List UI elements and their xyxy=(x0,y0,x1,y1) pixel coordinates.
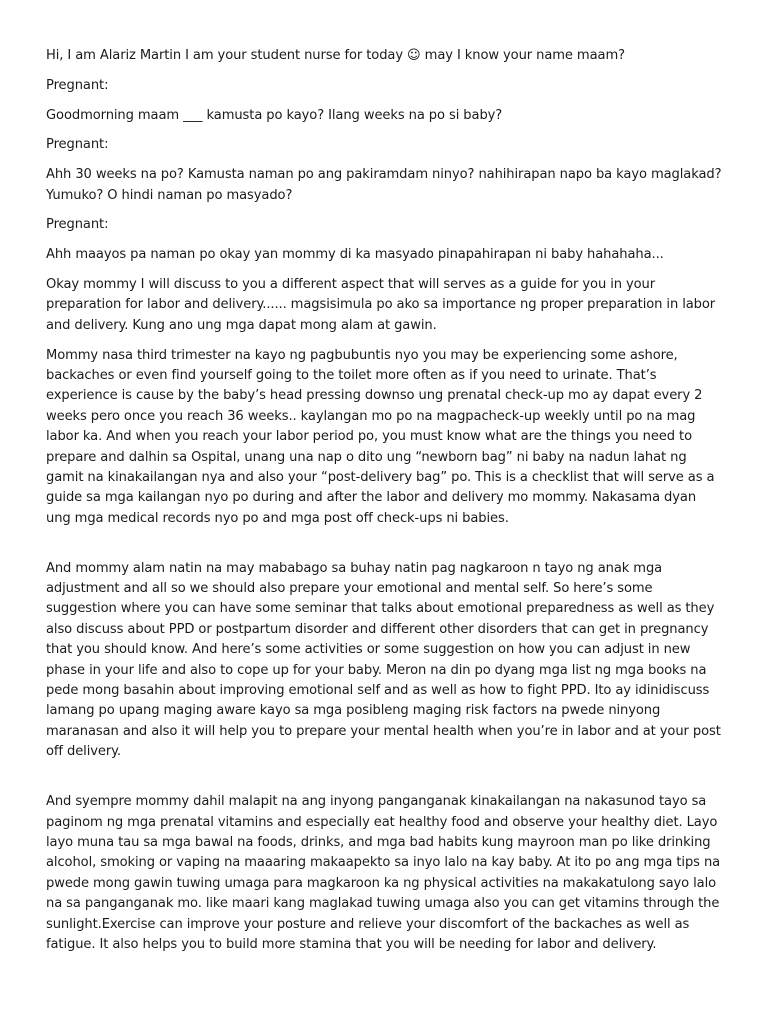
paragraph-pregnant-reply-1: Pregnant: xyxy=(46,77,109,93)
paragraph-ask-weeks: Goodmorning maam ___ kamusta po kayo? Ilang weeks na po si baby? xyxy=(46,107,503,123)
paragraph-pregnant-reply-3: Pregnant: xyxy=(46,217,109,233)
spacer xyxy=(46,772,724,792)
paragraph-nutrition-exercise: And syempre mommy dahil malapit na ang inyong panganganak kinakailangan na nakasunod tayo sa paginom ng mga prenatal vitamins and especially eat healthy food and observe your healthy diet. Layo layo muna tau sa mga bawal na foods, drinks, and mga bad habits kung mayroon man po like drinking alcohol, smoking or vaping na maaaring makaapekto sa inyo lalo na kay baby. At ito po ang mga tips na pwede mong gawin tuwing umaga para magkaroon ka ng physical activities na makakatulong sayo lalo na sa panganganak mo. like maari kang maglakad tuwing umaga also you can get vitamins through the sunlight.Exercise can improve your posture and relieve your discomfort of the backaches as well as fatigue. It also helps you to build more stamina that you will be needing for labor and delivery. xyxy=(46,794,721,952)
paragraph-introduction: Okay mommy I will discuss to you a different aspect that will serves as a guide for you in your preparation for labor and delivery...... magsisimula po ako sa importance ng proper preparation in labor and delivery. Kung ano ung mga dapat mong alam at gawin. xyxy=(46,276,716,333)
paragraph-response: Ahh maayos pa naman po okay yan mommy di ka masyado pinapahirapan ni baby hahahaha... xyxy=(46,247,664,263)
paragraph-greeting: Hi, I am Alariz Martin I am your student nurse for today ☺ may I know your name maam? xyxy=(46,48,625,63)
paragraph-third-trimester: Mommy nasa third trimester na kayo ng pagbubuntis nyo you may be experiencing some ashore, backaches or even find yourself going to the toilet more often as if you need to urinate. That’s experience is cause by the baby’s head pressing downso ung prenatal check-up mo ay dapat every 2 weeks pero once you reach 36 weeks.. kaylangan mo po na magpacheck-up weekly until po na mag labor ka. And when you reach your labor period po, you must know what are the things you need to prepare and dalhin sa Ospital, unang una nap o dito ung “newborn bag” ni baby na nadun lahat ng gamit na kinakailangan nya and also your “post-delivery bag” po. This is a checklist that will serve as a guide sa mga kailangan nyo po during and after the labor and delivery mo mommy. Nakasama dyan ung mga medical records nyo po and mga post off check-ups ni babies. xyxy=(46,347,715,526)
paragraph-pregnant-reply-2: Pregnant: xyxy=(46,137,109,153)
spacer xyxy=(46,539,724,559)
paragraph-ask-feeling: Ahh 30 weeks na po? Kamusta naman po ang pakiramdam ninyo? nahihirapan napo ba kayo maglakad? Yumuko? O hindi naman po masyado? xyxy=(46,167,722,203)
paragraph-emotional-preparation: And mommy alam natin na may mababago sa buhay natin pag nagkaroon n tayo ng anak mga adjustment and all so we should also prepare your emotional and mental self. So here’s some suggestion where you can have some seminar that talks about emotional preparedness as well as they also discuss about PPD or postpartum disorder and different other disorders that can get in pregnancy that you should know. And here’s some activities or some suggestion on how you can adjust in new phase in your life and also to cope up for your baby. Meron na din po dyang mga list ng mga books na pede mong basahin about improving emotional self and as well as how to fight PPD. Ito ay idinidiscuss lamang po upang maging aware kayo sa mga posibleng maging risk factors na pwede ninyong maranasan and also it will help you to prepare your mental health when you’re in labor and at your post off delivery. xyxy=(46,560,721,760)
